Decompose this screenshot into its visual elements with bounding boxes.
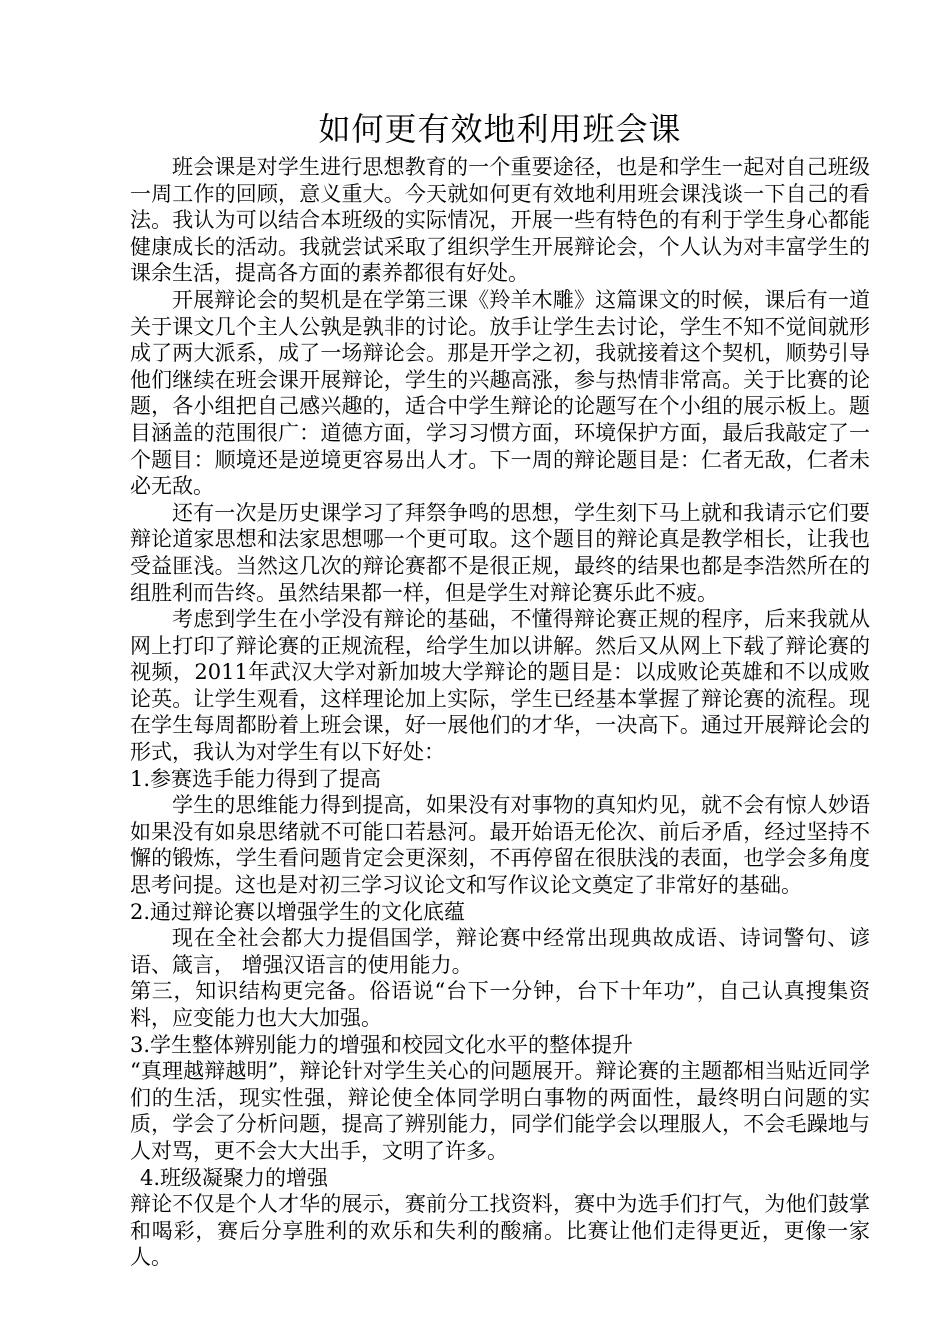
- document-title: 如何更有效地利用班会课: [318, 110, 682, 148]
- document-body: [130, 154, 870, 1271]
- body-paragraph: 辩论不仅是个人才华的展示，赛前分工找资料，赛中为选手们打气，为他们鼓掌和喝彩，赛后分享胜利的欢乐和失利的酸痛。比赛让他们走得更近，更像一家人。: [130, 1192, 870, 1270]
- body-paragraph: 还有一次是历史课学习了拜祭争鸣的思想，学生刻下马上就和我请示它们要辩论道家思想和法家思想哪一个更可取。这个题目的辩论真是教学相长，让我也受益匪浅。当然这几次的辩论赛都不是很正规，最终的结果也都是李浩然所在的组胜利而告终。虽然结果都一样，但是学生对辩论赛乐此不疲。: [130, 500, 870, 605]
- section-heading: 3.学生整体辨别能力的增强和校园文化水平的整体提升: [130, 1032, 634, 1057]
- document-page: [130, 104, 870, 1271]
- section-heading: 1.参赛选手能力得到了提高: [130, 766, 382, 791]
- body-paragraph: 班会课是对学生进行思想教育的一个重要途径，也是和学生一起对自己班级一周工作的回顾，意义重大。今天就如何更有效地利用班会课浅谈一下自己的看法。我认为可以结合本班级的实际情况，开展一些有特色的有利于学生身心都能健康成长的活动。我就尝试采取了组织学生开展辩论会，个人认为对丰富学生的课余生活，提高各方面的素养都很有好处。: [130, 155, 870, 286]
- body-paragraph: 学生的思维能力得到提高，如果没有对事物的真知灼见，就不会有惊人妙语如果没有如泉思绪就不可能口若悬河。最开始语无伦次、前后矛盾，经过坚持不懈的锻炼，学生看问题肯定会更深刻，不再停留在很肤浅的表面，也学会多角度思考问提。这也是对初三学习议论文和写作议论文奠定了非常好的基础。: [130, 793, 870, 898]
- body-paragraph: 现在全社会都大力提倡国学，辩论赛中经常出现典故成语、诗词警句、谚语、箴言， 增强汉语言的使用能力。: [130, 926, 870, 977]
- section-heading: 2.通过辩论赛以增强学生的文化底蕴: [130, 899, 466, 924]
- body-paragraph: 第三，知识结构更完备。俗语说“台下一分钟，台下十年功”，自己认真搜集资料，应变能力也大大加强。: [130, 979, 870, 1030]
- section-heading: 4.班级凝聚力的增强: [140, 1165, 329, 1190]
- body-paragraph: “真理越辩越明”，辩论针对学生关心的问题展开。辩论赛的主题都相当贴近同学们的生活，现实性强，辩论使全体同学明白事物的两面性，最终明白问题的实质，学会了分析问题，提高了辨别能力，同学们能学会以理服人，不会毛躁地与人对骂，更不会大大出手，文明了许多。: [130, 1059, 870, 1163]
- body-paragraph: 开展辩论会的契机是在学第三课《羚羊木雕》这篇课文的时候，课后有一道关于课文几个主人公孰是孰非的讨论。放手让学生去讨论，学生不知不觉间就形成了两大派系，成了一场辩论会。那是开学之初，我就接着这个契机，顺势引导他们继续在班会课开展辩论，学生的兴趣高涨，参与热情非常高。关于比赛的论题，各小组把自己感兴趣的，适合中学生辩论的论题写在个小组的展示板上。题目涵盖的范围很广：道德方面，学习习惯方面，环境保护方面，最后我敲定了一个题目：顺境还是逆境更容易出人才。下一周的辩论题目是：仁者无敌，仁者未必无敌。: [130, 287, 870, 499]
- body-paragraph: 考虑到学生在小学没有辩论的基础，不懂得辩论赛正规的程序，后来我就从网上打印了辩论赛的正规流程，给学生加以讲解。然后又从网上下载了辩论赛的视频，2011年武汉大学对新加坡大学辩论的题目是：以成败论英雄和不以成败论英。让学生观看，这样理论加上实际，学生已经基本掌握了辩论赛的流程。现在学生每周都盼着上班会课，好一展他们的才华，一决高下。通过开展辩论会的形式，我认为对学生有以下好处：: [130, 607, 870, 765]
